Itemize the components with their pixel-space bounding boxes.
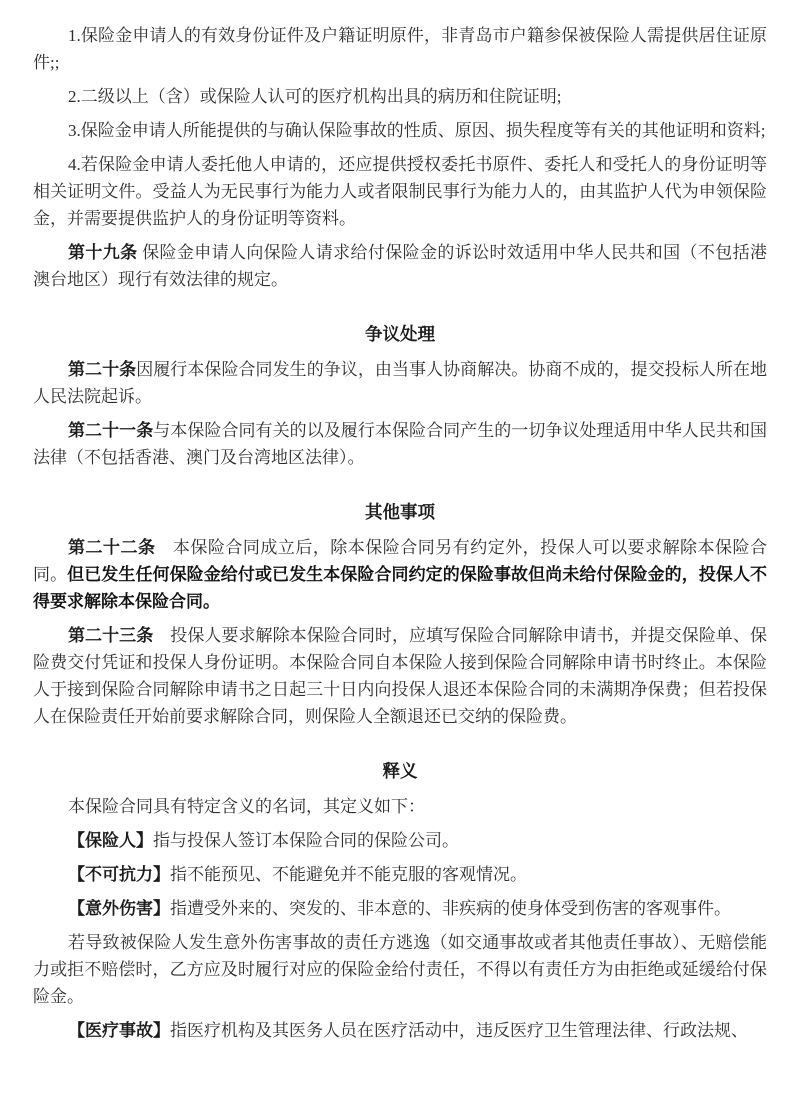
body-text: 4.若保险金申请人委托他人申请的，还应提供授权委托书原件、委托人和受托人的身份证明等相关证明文件。受益人为无民事行为能力人或者限制民事行为能力人的，由其监护人代为申领保险金，并需要提供监护人的身份证明等资料。 — [33, 155, 767, 228]
body-text: 指与投保人签订本保险合同的保险公司。 — [153, 831, 459, 850]
section-heading-dispute-resolution: 争议处理 — [365, 324, 435, 344]
body-text: 1.保险金申请人的有效身份证件及户籍证明原件，非青岛市户籍参保被保险人需提供居住证原件;; — [33, 26, 767, 72]
body-text: 指不能预见、不能避免并不能克服的客观情况。 — [170, 865, 527, 884]
clause-21-paragraph — [33, 417, 767, 471]
definition-insurer — [33, 827, 767, 854]
numbered-item-4 — [33, 151, 767, 232]
body-text: 本保险合同具有特定含义的名词，其定义如下： — [68, 797, 425, 816]
clause-number: 第十九条 — [68, 243, 138, 262]
clause-23-paragraph — [33, 622, 767, 730]
clause-number: 第二十条 — [68, 360, 137, 379]
numbered-item-2 — [33, 83, 767, 110]
clause-number: 第二十三条 — [68, 626, 154, 645]
emphasis-text: 但已发生任何保险金给付或已发生本保险合同约定的保险事故但尚未给付保险金的，投保人不得要求解除本保险合同。 — [33, 565, 768, 611]
body-text: 指遭受外来的、突发的、非本意的、非疾病的使身体受到伤害的客观事件。 — [170, 899, 731, 918]
body-text: 指医疗机构及其医务人员在医疗活动中，违反医疗卫生管理法律、行政法规、 — [170, 1021, 748, 1040]
clause-22-paragraph — [33, 534, 767, 615]
body-text: 投保人要求解除本保险合同时，应填写保险合同解除申请书，并提交保险单、保险费交付凭证和投保人身份证明。本保险合同自本保险人接到保险合同解除申请书时终止。本保险人于接到保险合同解除申请书之日起三十日内向投保人退还本保险合同的未满期净保费；但若投保人在保险责任开始前要求解除合同，则保险人全额退还已交纳的保险费。 — [33, 626, 767, 726]
definition-term: 【不可抗力】 — [68, 865, 170, 884]
definition-medical-malpractice — [33, 1017, 767, 1044]
numbered-item-1 — [33, 22, 767, 76]
body-text: 2.二级以上（含）或保险人认可的医疗机构出具的病历和住院证明; — [68, 87, 562, 106]
section-heading-other-matters: 其他事项 — [365, 502, 435, 522]
definition-term: 【保险人】 — [68, 831, 153, 850]
clause-20-paragraph — [33, 356, 767, 410]
body-text: 因履行本保险合同发生的争议，由当事人协商解决。协商不成的，提交投标人所在地人民法院起诉。 — [33, 360, 768, 406]
clause-number: 第二十二条 — [68, 538, 156, 557]
body-text: 保险金申请人向保险人请求给付保险金的诉讼时效适用中华人民共和国（不包括港澳台地区）现行有效法律的规定。 — [33, 243, 768, 289]
body-text: 本保险合同成立后，除本保险合同另有约定外，投保人可以要求解除本保险合同。 — [33, 538, 768, 584]
section-heading-definitions: 释义 — [382, 761, 418, 781]
body-text: 若导致被保险人发生意外伤害事故的责任方逃逸（如交通事故或者其他责任事故）、无赔偿能力或拒不赔偿时，乙方应及时履行对应的保险金给付责任，不得以有责任方为由拒绝或延缓给付保险金。 — [33, 933, 767, 1006]
paragraph-liability-escape — [33, 929, 767, 1010]
definition-term: 【医疗事故】 — [68, 1021, 170, 1040]
numbered-item-3 — [33, 117, 767, 144]
definitions-intro — [33, 793, 767, 820]
definition-term: 【意外伤害】 — [68, 899, 170, 918]
body-text: 与本保险合同有关的以及履行本保险合同产生的一切争议处理适用中华人民共和国法律（不包括香港、澳门及台湾地区法律）。 — [33, 421, 767, 467]
body-text: 3.保险金申请人所能提供的与确认保险事故的性质、原因、损失程度等有关的其他证明和资料; — [68, 121, 766, 140]
clause-number: 第二十一条 — [68, 421, 154, 440]
definition-force-majeure — [33, 861, 767, 888]
clause-19-paragraph — [33, 239, 767, 293]
definition-accidental-injury — [33, 895, 767, 922]
